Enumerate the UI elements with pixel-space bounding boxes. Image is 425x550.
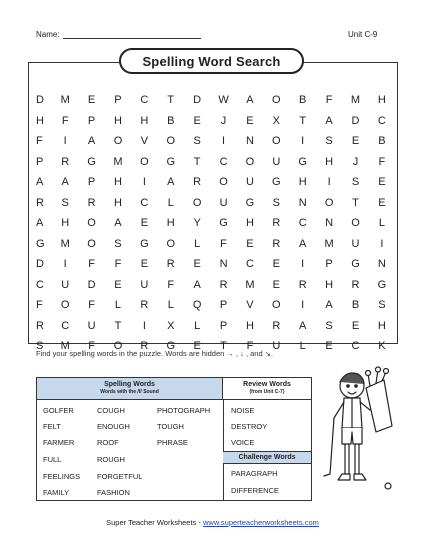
grid-letter[interactable]: E [351, 319, 360, 332]
grid-letter[interactable]: P [114, 94, 122, 107]
grid-letter[interactable]: O [219, 176, 228, 189]
grid-letter[interactable]: W [218, 94, 229, 107]
grid-letter[interactable]: I [380, 237, 384, 250]
grid-letter[interactable]: T [352, 196, 359, 209]
grid-letter[interactable]: O [166, 135, 176, 148]
grid-letter[interactable]: G [87, 155, 96, 168]
grid-letter[interactable]: C [140, 94, 149, 107]
grid-letter[interactable]: M [245, 278, 255, 291]
spelling-words-title: Spelling Words [104, 381, 155, 388]
grid-letter[interactable]: G [377, 278, 387, 291]
grid-letter[interactable]: R [140, 340, 149, 353]
grid-letter[interactable]: A [325, 114, 333, 127]
grid-letter[interactable]: D [193, 94, 202, 107]
grid-letter[interactable]: M [324, 237, 334, 250]
review-words-header [223, 378, 311, 400]
grid-letter[interactable]: O [245, 155, 255, 168]
grid-letter[interactable]: N [325, 217, 334, 230]
grid-letter[interactable]: L [299, 340, 306, 353]
grid-letter[interactable]: N [245, 135, 254, 148]
grid-letter[interactable]: I [222, 135, 226, 148]
grid-letter[interactable]: H [61, 217, 70, 230]
grid-letter[interactable]: R [193, 176, 202, 189]
grid-letter[interactable]: S [272, 196, 280, 209]
grid-letter[interactable]: S [61, 196, 69, 209]
grid-letter[interactable]: I [301, 258, 305, 271]
review-word: DESTROY [231, 422, 268, 431]
grid-letter[interactable]: R [298, 278, 307, 291]
grid-letter[interactable]: H [245, 217, 254, 230]
grid-letter[interactable]: U [272, 340, 281, 353]
grid-row [36, 193, 388, 214]
grid-letter[interactable]: O [87, 217, 96, 230]
review-word: NOISE [231, 406, 255, 415]
grid-row [36, 111, 388, 132]
golfer-illustration [322, 366, 398, 496]
grid-letter[interactable]: E [378, 196, 386, 209]
grid-letter[interactable]: C [61, 319, 70, 332]
grid-row [36, 316, 388, 337]
spelling-word: ROUGH [97, 455, 125, 464]
grid-letter[interactable]: T [299, 114, 307, 127]
grid-letter[interactable]: C [36, 278, 44, 291]
grid-letter[interactable]: O [272, 299, 281, 312]
grid-letter[interactable]: J [352, 155, 359, 168]
grid-letter[interactable]: H [36, 114, 44, 127]
grid-letter[interactable]: G [351, 258, 360, 271]
grid-letter[interactable]: F [114, 258, 122, 271]
letter-grid [36, 90, 388, 353]
grid-row [36, 213, 388, 234]
grid-row [36, 234, 388, 255]
grid-letter[interactable]: A [61, 176, 69, 189]
grid-letter[interactable]: P [219, 299, 228, 312]
spelling-words-subtitle: Words with the /f/ Sound [100, 389, 159, 395]
grid-letter[interactable]: G [166, 155, 176, 168]
grid-letter[interactable]: E [246, 237, 254, 250]
grid-letter[interactable]: V [140, 135, 149, 148]
grid-letter[interactable]: I [63, 135, 67, 148]
unit-label: Unit C-9 [348, 30, 378, 39]
grid-letter[interactable]: R [36, 196, 44, 209]
footer [0, 518, 425, 527]
review-words-subtitle: (from Unit C-7) [249, 389, 285, 395]
grid-letter[interactable]: D [36, 94, 44, 107]
grid-letter[interactable]: F [36, 299, 43, 312]
grid-letter[interactable]: G [219, 217, 228, 230]
spelling-words-header [37, 378, 223, 400]
grid-row [36, 90, 388, 111]
grid-letter[interactable]: I [142, 176, 146, 189]
grid-row [36, 275, 388, 296]
grid-letter[interactable]: F [325, 94, 333, 107]
grid-letter[interactable]: E [193, 258, 201, 271]
challenge-word: PARAGRAPH [231, 469, 278, 478]
grid-letter[interactable]: J [220, 114, 227, 127]
grid-letter[interactable]: E [140, 217, 149, 230]
grid-letter[interactable]: I [327, 176, 331, 189]
grid-letter[interactable]: G [245, 196, 255, 209]
grid-letter[interactable]: N [377, 258, 386, 271]
grid-letter[interactable]: N [298, 196, 307, 209]
grid-letter[interactable]: F [88, 299, 95, 312]
grid-letter[interactable]: R [166, 258, 175, 271]
grid-letter[interactable]: E [325, 340, 333, 353]
grid-letter[interactable]: A [299, 237, 307, 250]
footer-prefix: Super Teacher Worksheets - [106, 518, 203, 527]
grid-letter[interactable]: E [193, 114, 201, 127]
name-label: Name: [36, 30, 60, 39]
grid-letter[interactable]: E [87, 94, 96, 107]
grid-letter[interactable]: S [114, 237, 122, 250]
grid-letter[interactable]: F [220, 237, 227, 250]
grid-letter[interactable]: E [140, 258, 149, 271]
grid-row [36, 295, 388, 316]
grid-letter[interactable]: T [220, 340, 227, 353]
grid-row [36, 172, 388, 193]
grid-letter[interactable]: P [219, 319, 228, 332]
spelling-word: FAMILY [43, 488, 70, 497]
grid-letter[interactable]: O [272, 94, 281, 107]
grid-letter[interactable]: F [61, 114, 69, 127]
grid-row [36, 254, 388, 275]
grid-letter[interactable]: E [193, 340, 201, 353]
grid-letter[interactable]: O [351, 217, 360, 230]
grid-letter[interactable]: F [167, 278, 175, 291]
grid-letter[interactable]: H [377, 94, 386, 107]
grid-letter[interactable]: O [140, 155, 149, 168]
grid-letter[interactable]: I [301, 135, 305, 148]
grid-letter[interactable]: H [114, 196, 122, 209]
grid-row [36, 131, 388, 152]
spelling-word: ENOUGH [97, 422, 130, 431]
grid-letter[interactable]: R [87, 196, 96, 209]
grid-letter[interactable]: M [60, 237, 70, 250]
grid-letter[interactable]: P [87, 114, 96, 127]
grid-letter[interactable]: I [142, 319, 146, 332]
grid-letter[interactable]: A [167, 176, 175, 189]
grid-letter[interactable]: M [350, 94, 361, 107]
grid-letter[interactable]: R [272, 237, 281, 250]
grid-row [36, 152, 388, 173]
grid-letter[interactable]: C [298, 217, 307, 230]
grid-letter[interactable]: U [219, 196, 228, 209]
grid-letter[interactable]: S [351, 176, 360, 189]
grid-letter[interactable]: G [140, 237, 149, 250]
grid-letter[interactable]: R [272, 217, 281, 230]
spelling-word: COUGH [97, 406, 125, 415]
spelling-word: PHOTOGRAPH [157, 406, 211, 415]
word-bank-table [36, 377, 312, 501]
grid-letter[interactable]: L [378, 217, 385, 230]
grid-letter[interactable]: H [166, 217, 175, 230]
grid-letter[interactable]: E [272, 258, 280, 271]
spelling-word: ROOF [97, 438, 119, 447]
grid-letter[interactable]: N [219, 258, 228, 271]
grid-letter[interactable]: B [351, 299, 360, 312]
grid-letter[interactable]: M [60, 94, 70, 107]
name-field-line [36, 30, 201, 39]
grid-letter[interactable]: E [351, 135, 360, 148]
grid-letter[interactable]: M [60, 340, 70, 353]
grid-letter[interactable]: G [166, 340, 176, 353]
grid-letter[interactable]: A [114, 217, 122, 230]
grid-letter[interactable]: L [194, 319, 201, 332]
grid-letter[interactable]: T [114, 319, 122, 332]
grid-letter[interactable]: I [301, 299, 305, 312]
grid-letter[interactable]: G [272, 176, 281, 189]
grid-letter[interactable]: B [167, 114, 175, 127]
spelling-word: PHRASE [157, 438, 188, 447]
footer-link[interactable]: www.superteacherworksheets.com [202, 518, 319, 527]
grid-letter[interactable]: R [36, 319, 44, 332]
grid-letter[interactable]: O [113, 135, 123, 148]
grid-letter[interactable]: A [36, 176, 44, 189]
grid-letter[interactable]: L [114, 299, 122, 312]
grid-letter[interactable]: L [194, 237, 201, 250]
grid-letter[interactable]: C [245, 258, 254, 271]
grid-letter[interactable]: X [272, 114, 280, 127]
grid-letter[interactable]: A [325, 299, 333, 312]
grid-letter[interactable]: S [378, 299, 386, 312]
grid-letter[interactable]: O [272, 135, 281, 148]
name-blank[interactable] [63, 30, 201, 39]
grid-letter[interactable]: D [351, 114, 360, 127]
grid-letter[interactable]: F [88, 258, 95, 271]
grid-letter[interactable]: S [36, 340, 44, 353]
grid-letter[interactable]: P [36, 155, 44, 168]
grid-letter[interactable]: Q [192, 299, 202, 312]
grid-letter[interactable]: H [377, 319, 386, 332]
grid-letter[interactable]: T [193, 155, 201, 168]
grid-letter[interactable]: S [325, 135, 333, 148]
grid-letter[interactable]: H [325, 155, 334, 168]
grid-letter[interactable]: X [167, 319, 175, 332]
grid-letter[interactable]: L [167, 299, 174, 312]
grid-letter[interactable]: O [113, 340, 123, 353]
grid-letter[interactable]: C [377, 114, 386, 127]
grid-letter[interactable]: S [193, 135, 201, 148]
grid-letter[interactable]: T [167, 94, 175, 107]
grid-letter[interactable]: H [114, 114, 122, 127]
grid-letter[interactable]: O [166, 237, 176, 250]
spelling-word: FEELINGS [43, 472, 81, 481]
grid-letter[interactable]: U [272, 155, 281, 168]
spelling-word: FARMER [43, 438, 75, 447]
grid-letter[interactable]: C [219, 155, 228, 168]
grid-letter[interactable]: A [36, 217, 44, 230]
grid-letter[interactable]: B [299, 94, 307, 107]
spelling-word: FULL [43, 455, 62, 464]
grid-letter[interactable]: H [140, 114, 149, 127]
grid-letter[interactable]: O [60, 299, 70, 312]
grid-letter[interactable]: H [298, 176, 307, 189]
grid-letter[interactable]: C [140, 196, 149, 209]
instructions: Find your spelling words in the puzzle. Words are hidden → , ↓ , and ↘. [36, 349, 274, 358]
grid-letter[interactable]: U [61, 278, 70, 291]
review-words-title: Review Words [243, 381, 291, 388]
grid-letter[interactable]: U [351, 237, 360, 250]
grid-letter[interactable]: V [246, 299, 254, 312]
grid-letter[interactable]: R [61, 155, 70, 168]
grid-letter[interactable]: G [36, 237, 45, 250]
grid-letter[interactable]: O [87, 237, 96, 250]
grid-letter[interactable]: H [245, 319, 254, 332]
grid-letter[interactable]: C [351, 340, 360, 353]
grid-letter[interactable]: O [324, 196, 334, 209]
challenge-words-header: Challenge Words [223, 451, 311, 464]
grid-letter[interactable]: B [378, 135, 386, 148]
grid-letter[interactable]: R [351, 278, 360, 291]
grid-letter[interactable]: G [298, 155, 307, 168]
grid-letter[interactable]: E [114, 278, 122, 291]
grid-letter[interactable]: F [378, 155, 386, 168]
spelling-word: FORGETFUL [97, 472, 143, 481]
grid-letter[interactable]: A [246, 94, 254, 107]
grid-letter[interactable]: O [192, 196, 202, 209]
grid-letter[interactable]: P [87, 176, 96, 189]
grid-letter[interactable]: D [36, 258, 44, 271]
grid-letter[interactable]: H [114, 176, 122, 189]
grid-letter[interactable]: S [325, 319, 333, 332]
grid-letter[interactable]: F [36, 135, 43, 148]
grid-letter[interactable]: M [113, 155, 123, 168]
grid-letter[interactable]: D [87, 278, 96, 291]
grid-letter[interactable]: R [272, 319, 281, 332]
grid-letter[interactable]: E [246, 114, 254, 127]
grid-letter[interactable]: R [140, 299, 149, 312]
grid-letter[interactable]: I [63, 258, 67, 271]
grid-letter[interactable]: Y [193, 217, 201, 230]
spelling-word: TOUGH [157, 422, 184, 431]
grid-letter[interactable]: A [193, 278, 201, 291]
column-divider [223, 400, 224, 500]
grid-letter[interactable]: L [167, 196, 174, 209]
grid-letter[interactable]: A [87, 135, 96, 148]
grid-letter[interactable]: E [378, 176, 386, 189]
spelling-word: FELT [43, 422, 61, 431]
grid-letter[interactable]: P [325, 258, 333, 271]
challenge-word: DIFFERENCE [231, 486, 279, 495]
grid-letter[interactable]: R [219, 278, 228, 291]
grid-letter[interactable]: H [325, 278, 334, 291]
grid-letter[interactable]: A [299, 319, 307, 332]
review-word: VOICE [231, 438, 255, 447]
grid-letter[interactable]: F [246, 340, 254, 353]
grid-letter[interactable]: E [272, 278, 280, 291]
grid-letter[interactable]: U [245, 176, 254, 189]
grid-letter[interactable]: F [88, 340, 95, 353]
page-title: Spelling Word Search [119, 48, 304, 74]
spelling-word: GOLFER [43, 406, 74, 415]
spelling-word: FASHION [97, 488, 130, 497]
grid-letter[interactable]: U [140, 278, 149, 291]
grid-letter[interactable]: U [87, 319, 96, 332]
grid-letter[interactable]: K [378, 340, 386, 353]
